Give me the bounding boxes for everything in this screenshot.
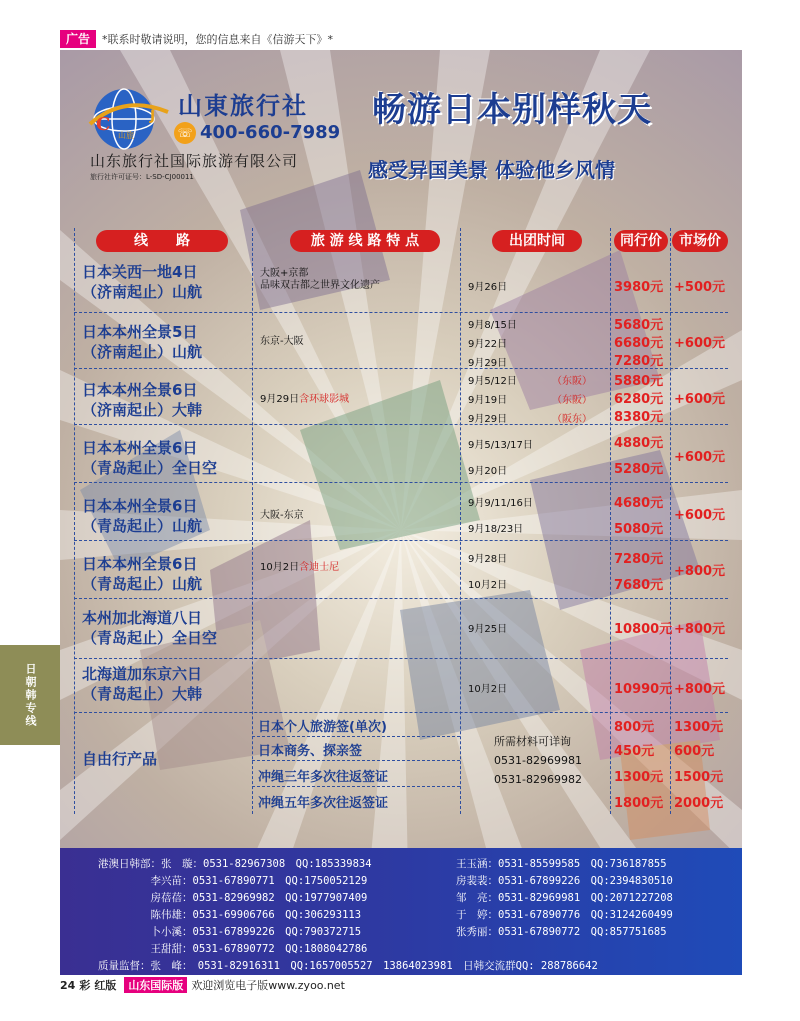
free-travel-title: 自由行产品 xyxy=(82,750,158,768)
contact-phone-1[interactable]: 0531-82969981 xyxy=(494,754,582,767)
peer-price: 10800元 xyxy=(614,622,673,637)
route-features-4: 大阪-东京 xyxy=(260,510,304,521)
divider-v xyxy=(74,228,75,814)
departure-date: 9月25日 xyxy=(468,624,508,635)
peer-price: 7680元 xyxy=(614,578,664,593)
departure-date: 9月29日 xyxy=(468,414,508,425)
departure-date: 9月26日 xyxy=(468,282,508,293)
contact-line: 王玉涵：0531-85599585 QQ:736187855 xyxy=(456,858,667,870)
visa-market-price: 1500元 xyxy=(674,770,724,785)
side-tab-japan-korea[interactable]: 日朝韩专线 xyxy=(0,645,60,745)
svg-text:C: C xyxy=(96,114,111,135)
departure-date: 9月20日 xyxy=(468,466,508,477)
divider-v xyxy=(460,228,461,814)
divider-h xyxy=(74,482,728,483)
peer-price: 7280元 xyxy=(614,354,664,369)
quality-line: 质量监督：张 峰： 0531-82916311 QQ:1657005527 13864023981 日韩交流群QQ: 288786642 xyxy=(98,960,598,972)
divider-h xyxy=(252,786,460,787)
contact-line: 邹 亮：0531-82969981 QQ:2071227208 xyxy=(456,892,673,904)
departure-date: 9月5/13/17日 xyxy=(468,440,533,451)
contact-line: 李兴苗：0531-67890771 QQ:1750052129 xyxy=(98,875,368,887)
departure-date: 9月28日 xyxy=(468,554,508,565)
peer-price: 5880元 xyxy=(614,374,664,389)
header-peer-price: 同行价 xyxy=(614,230,668,252)
peer-price: 10990元 xyxy=(614,682,673,697)
contact-line: 王甜甜：0531-67890772 QQ:1808042786 xyxy=(98,943,368,955)
visa-peer-price: 1800元 xyxy=(614,796,664,811)
contact-phone-2[interactable]: 0531-82969982 xyxy=(494,773,582,786)
divider-v xyxy=(610,228,611,814)
company-name: 山东旅行社国际旅游有限公司 xyxy=(90,152,299,170)
departure-date: 9月5/12日 xyxy=(468,376,517,387)
visa-item[interactable]: 冲绳五年多次往返签证 xyxy=(258,796,389,811)
route-features-1: 东京-大阪 xyxy=(260,336,304,347)
market-price: +600元 xyxy=(674,450,726,465)
divider-h xyxy=(74,540,728,541)
route-name-1[interactable]: 日本本州全景5日 （济南起止）山航 xyxy=(82,323,203,361)
departure-date: 10月2日 xyxy=(468,580,508,591)
market-price: +500元 xyxy=(674,280,726,295)
departure-date: 9月22日 xyxy=(468,339,508,350)
contact-line: 房蓓蓓：0531-82969982 QQ:1977907409 xyxy=(98,892,368,904)
visa-peer-price: 800元 xyxy=(614,720,655,735)
route-name-0[interactable]: 日本关西一地4日 （济南起止）山航 xyxy=(82,263,203,301)
peer-price: 6680元 xyxy=(614,336,664,351)
globe-logo-icon xyxy=(88,84,174,154)
peer-price: 6280元 xyxy=(614,392,664,407)
contact-band xyxy=(60,848,742,975)
divider-h xyxy=(74,658,728,659)
peer-price: 3980元 xyxy=(614,280,664,295)
divider-h xyxy=(74,312,728,313)
poster xyxy=(60,50,742,975)
divider-h xyxy=(74,712,728,713)
route-features-2: 9月29日含环球影城 xyxy=(260,394,350,405)
date-tag: （阪东） xyxy=(552,414,592,425)
peer-price: 7280元 xyxy=(614,552,664,567)
peer-price: 5080元 xyxy=(614,522,664,537)
page-number: 24 xyxy=(60,978,76,992)
edition-tag: 山东国际版 xyxy=(124,977,187,993)
ad-note: *联系时敬请说明，您的信息来自《信游天下》* xyxy=(102,33,334,46)
date-tag: （东阪） xyxy=(552,395,592,406)
headline: 畅游日本别样秋天 xyxy=(372,90,652,130)
peer-price: 5680元 xyxy=(614,318,664,333)
phone-icon: ☏ xyxy=(174,122,196,144)
contact-line: 于 婷：0531-67890776 QQ:3124260499 xyxy=(456,909,673,921)
market-price: +600元 xyxy=(674,336,726,351)
contact-line: 港澳日韩部：张 璇：0531-82967308 QQ:185339834 xyxy=(98,858,372,870)
departure-date: 9月18/23日 xyxy=(468,524,524,535)
license-number: 旅行社许可证号：L-SD-CJ00011 xyxy=(90,173,194,181)
contact-line: 卜小溪：0531-67899226 QQ:790372715 xyxy=(98,926,362,938)
visa-market-price: 2000元 xyxy=(674,796,724,811)
visa-item[interactable]: 冲绳三年多次往返签证 xyxy=(258,770,389,785)
site-link[interactable]: 欢迎浏览电子版www.zyoo.net xyxy=(191,979,345,992)
peer-price: 4680元 xyxy=(614,496,664,511)
market-price: +800元 xyxy=(674,682,726,697)
divider-v xyxy=(670,228,671,814)
visa-market-price: 600元 xyxy=(674,744,715,759)
brand-phone[interactable]: 400-660-7989 xyxy=(200,122,341,143)
brand-name: 山東旅行社 xyxy=(178,91,308,120)
route-name-2[interactable]: 日本本州全景6日 （济南起止）大韩 xyxy=(82,381,203,419)
divider-v xyxy=(252,228,253,814)
route-features-0: 大阪+京都 品味双古都之世界文化遗产 xyxy=(260,268,380,291)
visa-peer-price: 1300元 xyxy=(614,770,664,785)
contact-line: 陈伟雄：0531-69906766 QQ:306293113 xyxy=(98,909,362,921)
page-footer xyxy=(60,977,345,993)
departure-date: 9月9/11/16日 xyxy=(468,498,533,509)
edition-label: 红版 xyxy=(94,979,117,992)
contact-block xyxy=(494,732,582,789)
divider-h xyxy=(252,736,460,737)
header-route: 线 路 xyxy=(96,230,228,252)
header-dates: 出团时间 xyxy=(492,230,582,252)
route-name-4[interactable]: 日本本州全景6日 （青岛起止）山航 xyxy=(82,497,203,535)
top-bar xyxy=(60,30,333,48)
date-tag: （东阪） xyxy=(552,376,592,387)
departure-date: 9月8/15日 xyxy=(468,320,517,331)
globe-text: 山旅 xyxy=(118,131,134,140)
visa-market-price: 1300元 xyxy=(674,720,724,735)
header-market-price: 市场价 xyxy=(672,230,728,252)
color-label: 彩 xyxy=(79,979,91,992)
visa-peer-price: 450元 xyxy=(614,744,655,759)
svg-text:J: J xyxy=(150,108,156,124)
route-features-5: 10月2日含迪士尼 xyxy=(260,562,340,573)
peer-price: 5280元 xyxy=(614,462,664,477)
contact-line: 张秀丽：0531-67890772 QQ:857751685 xyxy=(456,926,667,938)
peer-price: 8380元 xyxy=(614,410,664,425)
route-name-6[interactable]: 本州加北海道八日 （青岛起止）全日空 xyxy=(82,609,218,647)
subheadline: 感受异国美景 体验他乡风情 xyxy=(368,158,615,182)
departure-date: 9月29日 xyxy=(468,358,508,369)
ad-tag: 广告 xyxy=(60,30,96,48)
contact-line: 房裴裴：0531-67899226 QQ:2394830510 xyxy=(456,875,673,887)
visa-item[interactable]: 日本个人旅游签(单次) xyxy=(258,720,387,735)
departure-date: 9月19日 xyxy=(468,395,508,406)
route-name-7[interactable]: 北海道加东京六日 （青岛起止）大韩 xyxy=(82,665,203,703)
market-price: +600元 xyxy=(674,392,726,407)
contact-title: 所需材料可详询 xyxy=(494,735,571,748)
divider-h xyxy=(252,760,460,761)
divider-h xyxy=(74,598,728,599)
route-name-5[interactable]: 日本本州全景6日 （青岛起止）山航 xyxy=(82,555,203,593)
header-features: 旅 游 线 路 特 点 xyxy=(290,230,440,252)
market-price: +800元 xyxy=(674,564,726,579)
peer-price: 4880元 xyxy=(614,436,664,451)
logo-area xyxy=(88,84,368,224)
visa-item[interactable]: 日本商务、探亲签 xyxy=(258,744,363,759)
market-price: +600元 xyxy=(674,508,726,523)
departure-date: 10月2日 xyxy=(468,684,508,695)
route-name-3[interactable]: 日本本州全景6日 （青岛起止）全日空 xyxy=(82,439,218,477)
market-price: +800元 xyxy=(674,622,726,637)
